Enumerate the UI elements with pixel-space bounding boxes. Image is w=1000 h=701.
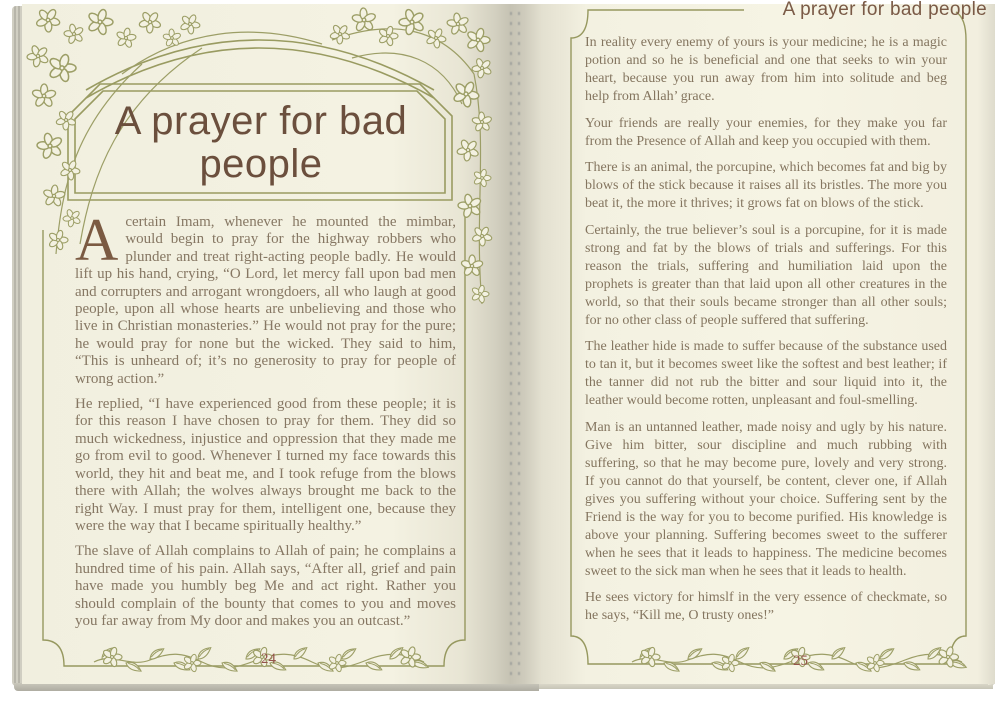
paragraph: There is an animal, the porcupine, which becomes fat and big by blows of the stick because it raises all its bristles. The more you beat it, the more it thrives; it grows fat on blows of the stick. bbox=[585, 160, 947, 211]
running-head: A prayer for bad people bbox=[782, 0, 987, 20]
paragraph: In reality every enemy of yours is your medicine; he is a magic potion and so he is beneficial and one that seeks to win your heart, because you run away from him into solitude and beg help from Allah’ grace. bbox=[585, 35, 947, 104]
page-number: 25 bbox=[793, 653, 808, 669]
right-page bbox=[560, 0, 995, 684]
page-edge-left bbox=[12, 6, 22, 686]
book-photo bbox=[12, 0, 995, 691]
chapter-title: A prayer for bad people bbox=[114, 99, 408, 186]
binding-stitches bbox=[518, 12, 520, 676]
right-page-text bbox=[585, 34, 947, 634]
drop-cap: A bbox=[75, 207, 119, 273]
left-page-text bbox=[75, 207, 456, 638]
paragraph: He replied, “I have experienced good from these people; it is for this reason I have chosen to pray for them. They did so much wickedness, injustice and oppression that they made me go from evil to good. Whenever I turned my face towards this world, they hit and beat me, and I took refuge from the blows there with Allah; the wolves always brought me back to the right Way. I must pray for them, intelligent one, because they were the way that I became spiritually healthy.” bbox=[75, 396, 456, 534]
page-number: 24 bbox=[261, 651, 276, 667]
paragraph: He sees victory for himslf in the very essence of checkmate, so he says, “Kill me, O trusty ones!” bbox=[585, 590, 947, 623]
book-gutter bbox=[495, 4, 560, 684]
paragraph: The slave of Allah complains to Allah of pain; he complains a hundred time of his pain. Allah says, “After all, grief and pain have made you humbly beg Me and act right. Rather you should complain of the bounty that comes to you and moves you far away from My door and makes you an outcast.” bbox=[75, 543, 456, 629]
paragraph: Your friends are really your enemies, for they make you far from the Presence of Allah and keep you occupied with them. bbox=[585, 115, 947, 149]
paragraph: Man is an untanned leather, made noisy and ugly by his nature. Give him bitter, sour discipline and much rubbing with suffering, so that he may become pure, lovely and very strong. If you cannot do that yourself, be content, clever one, if Allah gives you suffering without your choice. Suffering sent by the Friend is the way for you to become purified. His knowledge is above your planning. Suffering becomes sweet to the sufferer when he sees that it leads to happiness. The medicine becomes sweet to the sick man when he sees that it leads to health. bbox=[585, 419, 947, 579]
left-page bbox=[22, 4, 495, 684]
paragraph: Certainly, the true believer’s soul is a porcupine, for it is made strong and fat by the blows of trials and sufferings. For this reason the trials, suffering and humiliation laid upon the prophets is greater than that laid upon all other creatures in the world, so that their souls became stronger than all other souls; for no other class of people suffered that suffering. bbox=[585, 222, 947, 328]
paragraph bbox=[75, 207, 456, 388]
page-edge-bottom bbox=[14, 683, 539, 691]
binding-stitches bbox=[510, 12, 512, 676]
paragraph-text: certain Imam, whenever he mounted the mimbar, would begin to pray for the highway robbers who plunder and treat right-acting people badly. He would lift up his hand, crying, “O Lord, let mercy fall upon bad men and corrupters and arrogant wrongdoers, all who laugh at good people, upon all whose hearts are unbelieving and those who live in Christian monasteries.” He would not pray for the pure; he would pray for none but the wicked. They said to him, “This is unheard of; it’s no generosity to pray for people of wrong action.” bbox=[75, 214, 456, 387]
paragraph: The leather hide is made to suffer because of the substance used to tan it, but it becomes sweet like the softest and best leather; if the tanner did not rub the bitter and sour liquid into it, the leather would become rotten, unpleasant and foul-smelling. bbox=[585, 339, 947, 408]
